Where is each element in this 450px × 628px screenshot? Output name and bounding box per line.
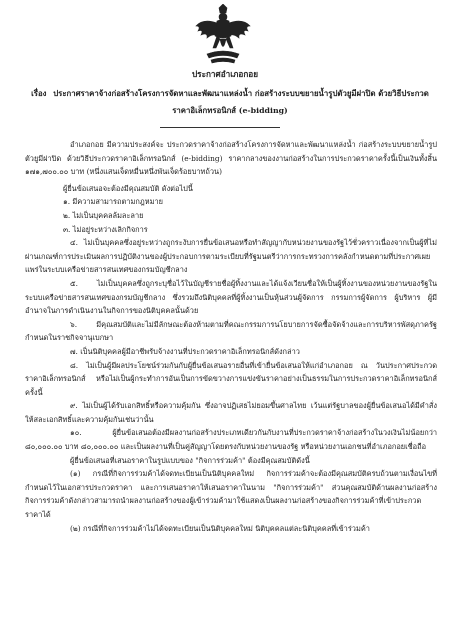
announcement-body	[25, 138, 437, 535]
garuda-emblem-icon	[193, 4, 253, 66]
qualification-item: ๓. ไม่อยู่ระหว่างเลิกกิจการ	[63, 224, 148, 234]
qualification-item: ๙. ไม่เป็นผู้ได้รับเอกสิทธิ์หรือความคุ้มกัน ซึ่งอาจปฏิเสธไม่ยอมขึ้นศาลไทย เว้นแต่รัฐบาลของผู้ยื่นข้อเสนอได้มีคำสั่งให้สละเอกสิทธิ์และความคุ้มกันเช่นว่านั้น	[25, 401, 437, 424]
joint-venture-heading: ผู้ยื่นข้อเสนอที่เสนอราคาในรูปแบบของ "กิจการร่วมค้า" ต้องมีคุณสมบัติดังนี้	[70, 455, 310, 465]
qualification-item: ๖. มีคุณสมบัติและไม่มีลักษณะต้องห้ามตามที่คณะกรรมการนโยบายการจัดซื้อจัดจ้างและการบริหารพัสดุภาครัฐกำหนดในราชกิจจานุเบกษา	[25, 319, 437, 343]
qualifications-heading: ผู้ยื่นข้อเสนอจะต้องมีคุณสมบัติ ดังต่อไปนี้	[63, 183, 193, 193]
agency-title: ประกาศอำเภอกอย	[191, 69, 259, 79]
qualification-item: ๔. ไม่เป็นบุคคลซึ่งอยู่ระหว่างถูกระงับการยื่นข้อเสนอหรือทำสัญญากับหน่วยงานของรัฐไว้ชั่วคราวเนื่องจากเป็นผู้ที่ไม่ผ่านเกณฑ์การประเมินผลการปฏิบัติงานของผู้ประกอบการตามระเบียบที่รัฐมนตรีว่าการกระทรวงการคลังกำหนดตามที่ประกาศเผยแพร่ในระบบเครือข่ายสารสนเทศของกรมบัญชีกลาง	[25, 238, 437, 275]
qualification-item: ๒. ไม่เป็นบุคคลล้มละลาย	[63, 210, 144, 220]
qualification-item: ๑๐. ผู้ยื่นข้อเสนอต้องมีผลงานก่อสร้างประเภทเดียวกันกับงานที่ประกวดราคาจ้างก่อสร้างในวงเงินไม่น้อยกว่า ๘๐,๐๐๐.๐๐ บาท ๘๐,๐๐๐.๐๐ และเป็นผลงานที่เป็นคู่สัญญาโดยตรงกับหน่วยงานของรัฐ หรือหน่วยงานเอกชนที่อำเภอกอยเชื่อถือ	[25, 428, 437, 452]
qualification-item: ๘. ไม่เป็นผู้มีผลประโยชน์ร่วมกันกับผู้ยื่นข้อเสนอรายอื่นที่เข้ายื่นข้อเสนอให้แก่อำเภอกอย ณ วันประกาศประกวดราคาอิเล็กทรอนิกส์ หรือไม่เป็นผู้กระทำการอันเป็นการขัดขวางการแข่งขันราคาอย่างเป็นธรรมในการประกวดราคาอิเล็กทรอนิกส์ครั้งนี้	[25, 360, 437, 397]
joint-venture-item: (๑) กรณีที่กิจการร่วมค้าได้จดทะเบียนเป็นนิติบุคคลใหม่ กิจการร่วมค้าจะต้องมีคุณสมบัติครบถ้วนตามเงื่อนไขที่กำหนดไว้ในเอกสารประกวดราคา และการเสนอราคาให้เสนอราคาในนาม "กิจการร่วมค้า" ส่วนคุณสมบัติด้านผลงานก่อสร้าง กิจการร่วมค้าดังกล่าวสามารถนำผลงานก่อสร้างของผู้เข้าร่วมค้ามาใช้แสดงเป็นผลงานก่อสร้างของกิจการร่วมค้าที่เข้าประกวดราคาได้	[25, 469, 437, 520]
qualification-item: ๗. เป็นนิติบุคคลผู้มีอาชีพรับจ้างงานที่ประกวดราคาอิเล็กทรอนิกส์ดังกล่าว	[70, 346, 300, 356]
subject-line	[25, 85, 435, 119]
joint-venture-item: (๒) กรณีที่กิจการร่วมค้าไม่ได้จดทะเบียนเป็นนิติบุคคลใหม่ นิติบุคคลแต่ละนิติบุคคลที่เข้าร่วมค้า	[70, 523, 370, 533]
subject-label: เรื่อง	[31, 89, 47, 98]
qualification-item: ๑. มีความสามารถตามกฎหมาย	[63, 197, 163, 207]
qualification-item: ๕. ไม่เป็นบุคคลซึ่งถูกระบุชื่อไว้ในบัญชีรายชื่อผู้ทิ้งงานและได้แจ้งเวียนชื่อให้เป็นผู้ทิ้งงานของหน่วยงานของรัฐในระบบเครือข่ายสารสนเทศของกรมบัญชีกลาง ซึ่งรวมถึงนิติบุคคลที่ผู้ทิ้งงานเป็นหุ้นส่วนผู้จัดการ กรรมการผู้จัดการ ผู้บริหาร ผู้มีอำนาจในการดำเนินงานในกิจการของนิติบุคคลนั้นด้วย	[25, 278, 437, 316]
divider-line	[160, 127, 280, 128]
intro-paragraph: อำเภอกอย มีความประสงค์จะ ประกวดราคาจ้างก่อสร้างโครงการจัดหาและพัฒนาแหล่งน้ำ ก่อสร้างระบบขยายน้ำรูปตัวยูมีฝาปิด ด้วยวิธีประกวดราคาอิเล็กทรอนิกส์ (e-bidding) ราคากลางของงานก่อสร้างในการประกวดราคาครั้งนี้เป็นเงินทั้งสิ้น ๑๗๑,๗๐๐.๐๐ บาท (หนึ่งแสนเจ็ดหมื่นหนึ่งพันเจ็ดร้อยบาทถ้วน)	[25, 140, 437, 177]
subject-text: ประกาศราคาจ้างก่อสร้างโครงการจัดหาและพัฒนาแหล่งน้ำ ก่อสร้างระบบขยายน้ำรูปตัวยูมีฝาปิด ด้วยวิธีประกวดราคาอิเล็กทรอนิกส์ (e-bidding)	[53, 89, 429, 115]
